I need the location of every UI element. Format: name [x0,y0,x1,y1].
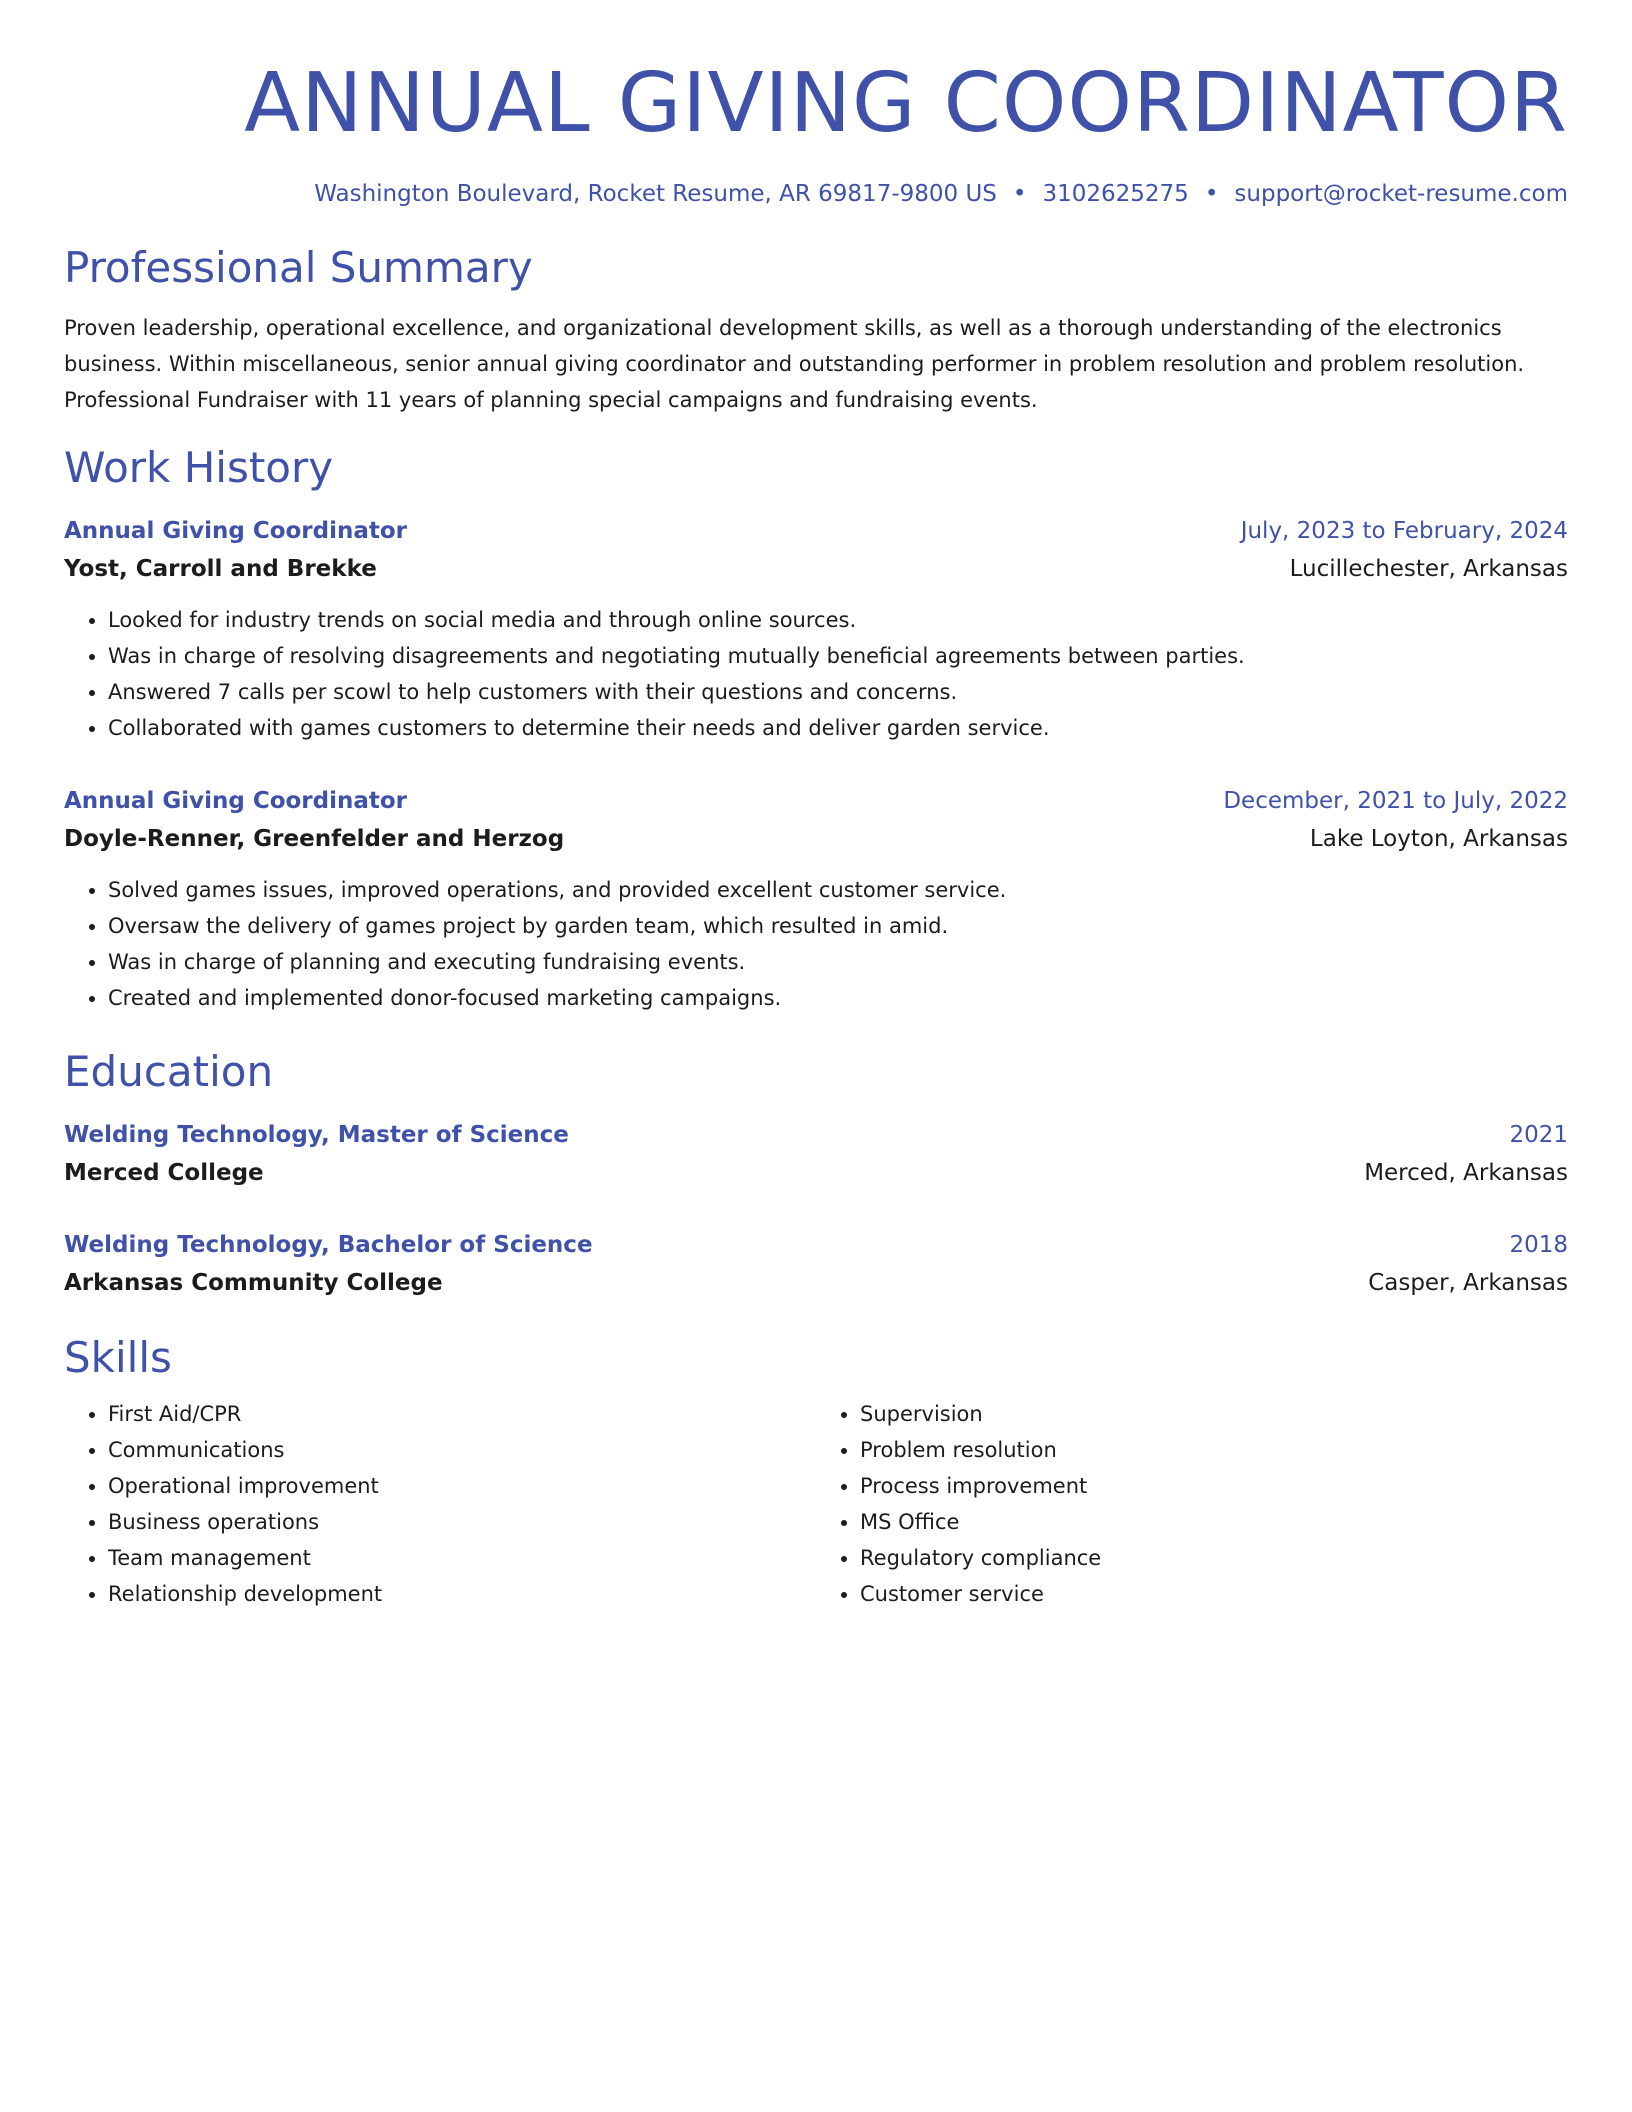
education-school: Arkansas Community College [64,1270,443,1296]
skills-column-right [816,1396,1568,1612]
job-bullet: • Solved games issues, improved operations, and provided excellent customer service. [108,872,1568,908]
job-location: Lake Loyton, Arkansas [1309,826,1568,852]
summary-heading: Professional Summary [64,243,533,292]
job-entry [64,512,1568,746]
job-bullet: • Collaborated with games customers to determine their needs and deliver garden service. [108,710,1568,746]
education-location: Merced, Arkansas [1364,1160,1568,1186]
work-history-section [64,442,1568,1016]
education-year: 2018 [1509,1232,1568,1258]
skill-item: • Business operations [108,1504,816,1540]
skill-item: • Regulatory compliance [860,1540,1568,1576]
education-section [64,1046,1568,1302]
job-entry [64,782,1568,1016]
skill-item: • MS Office [860,1504,1568,1540]
job-bullet: • Was in charge of resolving disagreements and negotiating mutually beneficial agreements between parties. [108,638,1568,674]
skill-item: • Process improvement [860,1468,1568,1504]
education-degree: Welding Technology, Master of Science [64,1122,569,1148]
job-company: Yost, Carroll and Brekke [64,556,377,582]
job-bullet: • Looked for industry trends on social media and through online sources. [108,602,1568,638]
contact-email: support@rocket-resume.com [1234,181,1568,207]
skill-item: • Communications [108,1432,816,1468]
resume-header [64,56,1568,210]
education-entry [64,1116,1568,1192]
skills-grid [64,1396,1568,1612]
contact-line [64,178,1568,210]
resume-title: ANNUAL GIVING COORDINATOR [244,56,1568,151]
education-school: Merced College [64,1160,264,1186]
summary-section [64,242,1568,418]
job-bullet: • Answered 7 calls per scowl to help customers with their questions and concerns. [108,674,1568,710]
job-bullets [64,872,1568,1016]
skill-item: • Operational improvement [108,1468,816,1504]
education-entry [64,1226,1568,1302]
job-role: Annual Giving Coordinator [64,518,408,544]
skills-heading: Skills [64,1333,172,1382]
job-company: Doyle-Renner, Greenfelder and Herzog [64,826,565,852]
skill-item: • Team management [108,1540,816,1576]
job-bullet: • Was in charge of planning and executing fundraising events. [108,944,1568,980]
skill-item: • Relationship development [108,1576,816,1612]
contact-separator: • [1012,181,1027,207]
skill-item: • First Aid/CPR [108,1396,816,1432]
summary-text: Proven leadership, operational excellence, and organizational development skills, as well as a thorough understanding of the electronics business. Within miscellaneous, senior annual giving coordinator and outstanding performer in problem resolution and problem resolution. Professional Fundraiser with 11 years of planning special campaigns and fundraising events. [64,316,1525,412]
job-location: Lucillechester, Arkansas [1289,556,1568,582]
job-bullet: • Oversaw the delivery of games project by garden team, which resulted in amid. [108,908,1568,944]
work-history-heading: Work History [64,443,334,492]
job-bullet: • Created and implemented donor-focused marketing campaigns. [108,980,1568,1016]
contact-address: Washington Boulevard, Rocket Resume, AR 69817-9800 US [314,181,997,207]
education-location: Casper, Arkansas [1368,1270,1568,1296]
contact-phone: 3102625275 [1042,181,1189,207]
education-heading: Education [64,1047,274,1096]
skill-item: • Customer service [860,1576,1568,1612]
skill-item: • Problem resolution [860,1432,1568,1468]
education-degree: Welding Technology, Bachelor of Science [64,1232,593,1258]
skill-item: • Supervision [860,1396,1568,1432]
contact-separator: • [1204,181,1219,207]
skills-column-left [64,1396,816,1612]
job-bullets [64,602,1568,746]
job-dates: July, 2023 to February, 2024 [1240,518,1568,544]
job-dates: December, 2021 to July, 2022 [1223,788,1568,814]
education-year: 2021 [1509,1122,1568,1148]
skills-section [64,1332,1568,1612]
job-role: Annual Giving Coordinator [64,788,408,814]
